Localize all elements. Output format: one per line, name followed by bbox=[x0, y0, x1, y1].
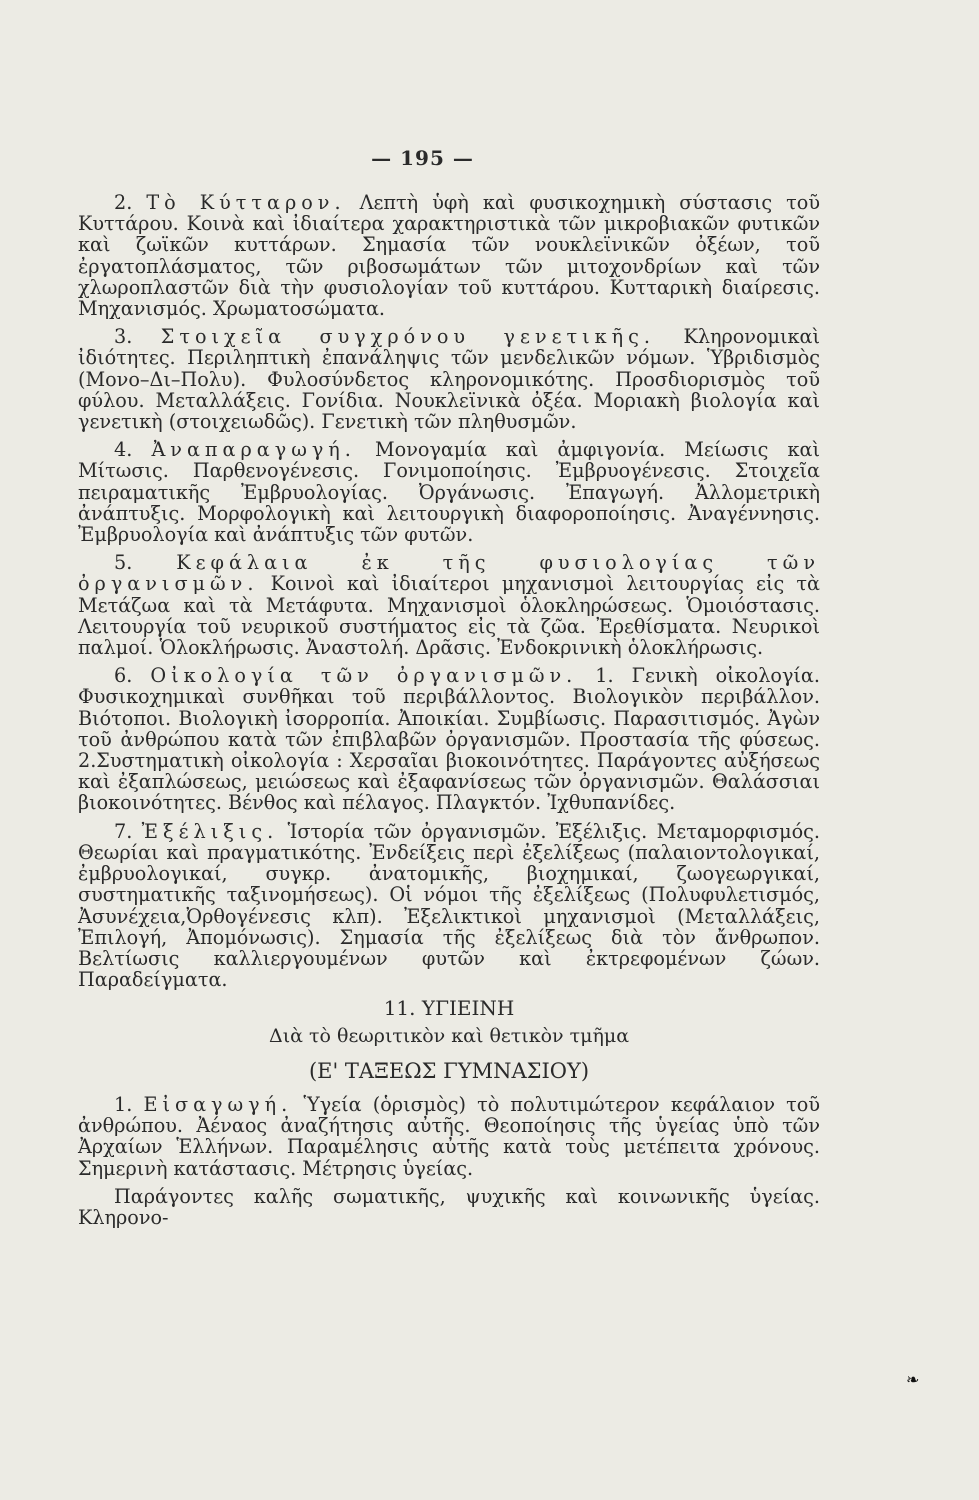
section-class-label: (Ε' ΤΑΞΕΩΣ ΓΥΜΝΑΣΙΟΥ) bbox=[308, 1058, 590, 1083]
item-text: Μονογαμία καὶ ἀμφιγονία. Μείωσις καὶ Μίτωσις. Παρθενογένεσις. Γονιμοποίησις. Ἐμβρυογένεσις. Στοιχεῖα πειραματικῆς Ἐμβρυολογίας. Ὀργάνωσις. Ἐπαγωγή. Ἀλλομετρικὴ ἀνάπτυξις. Μορφολογικὴ καὶ λειτουργικὴ διαφοροποίησις. Ἀναγέννησις. Ἐμβρυολογία καὶ ἀνάπτυξις τῶν φυτῶν. bbox=[78, 438, 820, 547]
item-heading: Τὸ Κύτταρον. bbox=[146, 191, 346, 214]
item-heading: Ἀναπαραγωγή. bbox=[151, 438, 356, 462]
page-number: — 195 — bbox=[371, 146, 474, 170]
item-number: 2. bbox=[114, 191, 133, 214]
item-heading: Εἰσαγωγή. bbox=[143, 1092, 293, 1116]
item-text: Ὑγεία (ὁρισμὸς) τὸ πολυτιμώτερον κεφάλαιον τοῦ ἀνθρώπου. Ἀέναος ἀναζήτησις αὐτῆς. Θεοποίησις τῆς ὑγείας ὑπὸ τῶν Ἀρχαίων Ἑλλήνων. Παραμέλησις αὐτῆς κατὰ τοὺς μετέπειτα χρόνους. Σημερινὴ κατάστασις. Μέτρησις ὑγείας. bbox=[78, 1092, 820, 1180]
paragraph-item-5 bbox=[78, 552, 820, 658]
item-text: Κοινοὶ καὶ ἰδιαίτεροι μηχανισμοὶ λειτουργίας εἰς τὰ Μετάζωα καὶ τὰ Μετάφυτα. Μηχανισμοὶ ὁλοκληρώσεως. Ὁμοιόστασις. Λειτουργία τοῦ νευρικοῦ συστήματος εἰς τὰ ζῶα. Ἐρεθίσματα. Νευρικοὶ παλμοί. Ὁλοκλήρωσις. Ἀναστολή. Δρᾶσις. Ἐνδοκρινικὴ ὁλοκλήρωσις. bbox=[78, 572, 820, 660]
section-subtitle: Διὰ τὸ θεωριτικὸν καὶ θετικὸν τμῆμα bbox=[268, 1024, 630, 1047]
paragraph-item-6 bbox=[78, 665, 820, 813]
item-number: 7. bbox=[114, 819, 133, 843]
item-text: Λεπτὴ ὑφὴ καὶ φυσικοχημικὴ σύστασις τοῦ Κυττάρου. Κοινὰ καὶ ἰδιαίτερα χαρακτηριστικὰ τῶν μικροβιακῶν φυτικῶν καὶ ζωϊκῶν κυττάρων. Σημασία τῶν νουκλεϊνικῶν ὀξέων, τοῦ ἐργατοπλάσματος, τῶν ριβοσωμάτων τῶν μιτοχονδρίων καὶ τῶν χλωροπλαστῶν διὰ τὴν φυσιολογίαν τοῦ κυττάρου. Κυτταρικὴ διαίρεσις. Μηχανισμός. Χρωματοσώματα. bbox=[78, 191, 820, 321]
item-text: Ἱστορία τῶν ὀργανισμῶν. Ἐξέλιξις. Μεταμορφισμός. Θεωρίαι καὶ πραγματικότης. Ἐνδείξεις περὶ ἐξελίξεως (παλαιοντολογικαί, ἐμβρυολογικαί, συγκρ. ἀνατομικῆς, βιοχημικαί, ζωογεωργικαί, συστηματικῆς ταξινομήσεως). Οἱ νόμοι τῆς ἐξελίξεως (Πολυφυλετισμός, Ἀσυνέχεια,Ὀρθογένεσις κλπ). Ἐξελικτικοὶ μηχανισμοὶ (Μεταλλάξεις, Ἐπιλογή, Ἀπομόνωσις). Σημασία τῆς ἐξελίξεως διὰ τὸν ἄνθρωπον. Βελτίωσις καλλιεργουμένων φυτῶν καὶ ἐκτρεφομένων ζώων. Παραδείγματα. bbox=[78, 819, 820, 992]
paragraph-item-3 bbox=[78, 326, 820, 432]
paragraph-item-4 bbox=[78, 439, 820, 545]
item-text: 1. Γενικὴ οἰκολογία. Φυσικοχημικαὶ συνθῆκαι τοῦ περιβάλλοντος. Βιολογικὸν περιβάλλον. Βιότοποι. Βιολογικὴ ἰσορροπία. Ἀποικίαι. Συμβίωσις. Παρασιτισμός. Ἀγὼν τοῦ ἀνθρώπου κατὰ τῶν ἐπιβλαβῶν ὀργανισμῶν. Προστασία τῆς φύσεως. 2.Συστηματικὴ οἰκολογία : Χερσαῖαι βιοκοινότητες. Παράγοντες αὐξήσεως καὶ ἐξαπλώσεως, μειώσεως καὶ ἐξαφανίσεως τῶν ὀργανισμῶν. Θαλάσσιαι βιοκοινότητες. Βένθος καὶ πέλαγος. Πλαγκτόν. Ἰχθυπανίδες. bbox=[78, 664, 820, 815]
corner-mark: ❧ bbox=[906, 1370, 920, 1389]
paragraph-section-item-1 bbox=[78, 1094, 820, 1179]
item-number: 3. bbox=[114, 325, 133, 349]
paragraph-trailing: Παράγοντες καλῆς σωματικῆς, ψυχικῆς καὶ κοινωνικῆς ὑγείας. Κληρονο- bbox=[78, 1184, 820, 1229]
paragraph-item-2 bbox=[78, 192, 820, 319]
item-number: 6. bbox=[114, 664, 133, 688]
item-heading: Κεφάλαια ἐκ τῆς φυσιολογίας τῶν ὀργανισμῶν. bbox=[78, 551, 820, 596]
item-heading: Στοιχεῖα συγχρόνου γενετικῆς. bbox=[160, 325, 656, 349]
section-title: 11. ΥΓΙΕΙΝΗ bbox=[383, 996, 515, 1021]
item-number: 5. bbox=[114, 551, 133, 575]
item-number: 1. bbox=[114, 1092, 133, 1116]
page-body bbox=[78, 192, 820, 1235]
item-number: 4. bbox=[114, 438, 133, 462]
item-heading: Οἰκολογία τῶν ὀργανισμῶν. bbox=[150, 664, 578, 688]
paragraph-item-7 bbox=[78, 821, 820, 991]
item-heading: Ἐξέλιξις. bbox=[141, 819, 279, 843]
item-text: Κληρονομικαὶ ἰδιότητες. Περιληπτικὴ ἐπανάληψις τῶν μενδελικῶν νόμων. Ὑβριδισμὸς (Μονο–Δι–Πολυ). Φυλοσύνδετος κληρονομικότης. Προσδιορισμὸς τοῦ φύλου. Μεταλλάξεις. Γονίδια. Νουκλεϊνικὰ ὀξέα. Μοριακὴ βιολογία καὶ γενετικὴ (στοιχειωδῶς). Γενετικὴ τῶν πληθυσμῶν. bbox=[78, 325, 820, 434]
